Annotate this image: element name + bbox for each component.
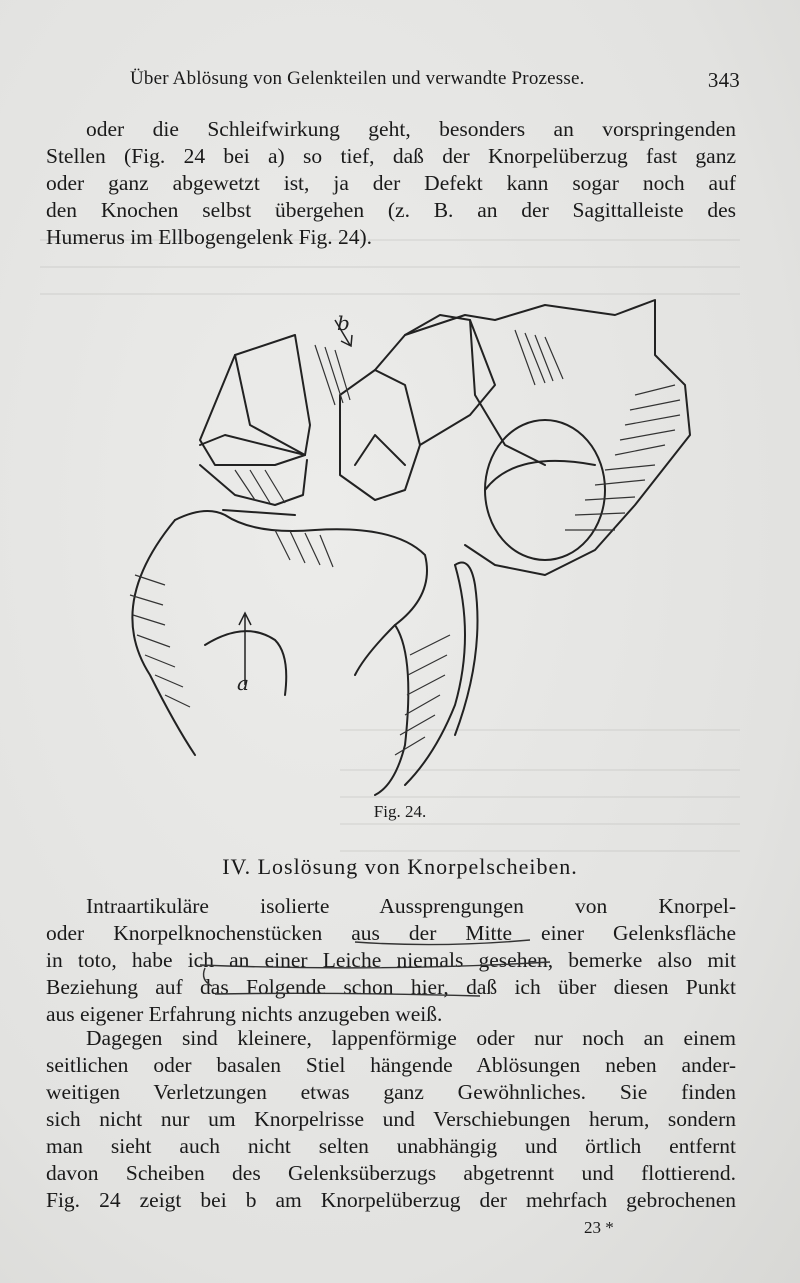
- text-line: Humerus im Ellbogengelenk Fig. 24).: [46, 225, 373, 249]
- figure-24-drawing: [75, 275, 715, 800]
- paragraph-continuation: [46, 116, 736, 251]
- figure-caption: Fig. 24.: [373, 802, 427, 821]
- text-line: sich nicht nur um Knorpelrisse und Verschiebungen herum, sondern: [46, 1107, 736, 1131]
- text-line: Fig. 24 zeigt bei b am Knorpelüberzug der mehrfach gebrochenen: [46, 1188, 736, 1212]
- text-line: seitlichen oder basalen Stiel hängende Ablösungen neben ander-: [46, 1053, 736, 1077]
- section-heading: IV. Loslösung von Knorpelscheiben.: [222, 854, 578, 879]
- text-line: weitigen Verletzungen etwas ganz Gewöhnliches. Sie finden: [46, 1080, 736, 1104]
- text-line: Dagegen sind kleinere, lappenförmige oder nur noch an einem: [86, 1026, 736, 1050]
- text-line: oder die Schleifwirkung geht, besonders an vorspringenden: [86, 117, 736, 141]
- figure-label-b: b: [337, 311, 350, 335]
- running-head-title: Über Ablösung von Gelenkteilen und verwandte Prozesse.: [130, 68, 585, 89]
- text-line: man sieht auch nicht selten unabhängig und örtlich entfernt: [46, 1134, 736, 1158]
- text-line: Beziehung auf das Folgende schon hier, daß ich über diesen Punkt: [46, 975, 736, 999]
- text-line: den Knochen selbst übergehen (z. B. an der Sagittalleiste des: [46, 198, 736, 222]
- text-line: davon Scheiben des Gelenksüberzugs abgetrennt und flottierend.: [46, 1161, 736, 1185]
- text-line: Stellen (Fig. 24 bei a) so tief, daß der Knorpelüberzug fast ganz: [46, 144, 736, 168]
- text-line: aus eigener Erfahrung nichts anzugeben weiß.: [46, 1002, 443, 1026]
- text-line: in toto, habe ich an einer Leiche niemals gesehen, bemerke also mit: [46, 948, 736, 972]
- signature-mark: 23 *: [584, 1218, 614, 1237]
- text-line: Intraartikuläre isolierte Aussprengungen von Knorpel-: [86, 894, 736, 918]
- text-line: oder ganz abgewetzt ist, ja der Defekt kann sogar noch auf: [46, 171, 736, 195]
- text-line: oder Knorpelknochenstücken aus der Mitte einer Gelenksfläche: [46, 921, 736, 945]
- figure-label-a: a: [237, 671, 249, 695]
- paragraph-intraartikulaere: [46, 893, 736, 1028]
- paragraph-dagegen: [46, 1025, 736, 1214]
- page-number: 343: [707, 68, 740, 92]
